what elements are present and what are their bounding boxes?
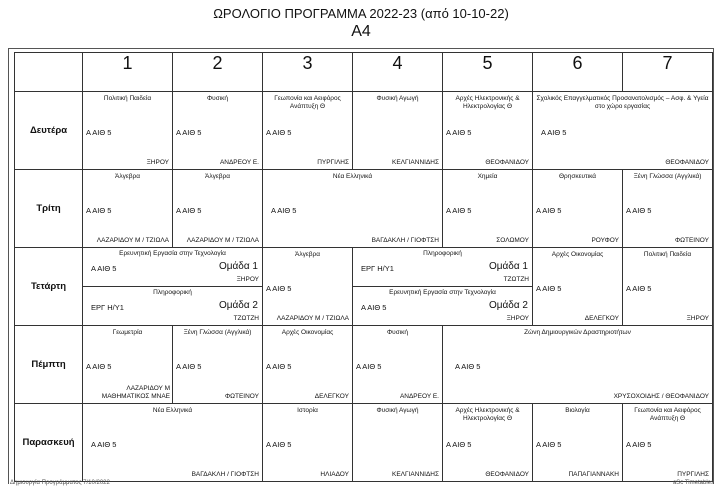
lesson-cell-split[interactable] bbox=[353, 248, 533, 326]
teacher: ΠΑΠΑΓΙΑΝΝΑΚΗ bbox=[568, 471, 619, 478]
subject: Άλγεβρα bbox=[115, 173, 140, 180]
day-row-friday bbox=[15, 404, 713, 482]
lesson-cell[interactable] bbox=[263, 326, 353, 404]
teacher: ΔΕΛΕΓΚΟΥ bbox=[314, 393, 349, 400]
room: Α ΑΙΘ 5 bbox=[626, 440, 652, 449]
teacher: ΑΝΔΡΕΟΥ Ε. bbox=[399, 393, 439, 400]
subject: Φυσική bbox=[386, 329, 409, 336]
lesson-cell[interactable] bbox=[443, 170, 533, 248]
corner-cell bbox=[15, 53, 83, 92]
group-label: Ομάδα 2 bbox=[488, 300, 528, 311]
room: ΕΡΓ Η/Υ1 bbox=[361, 264, 394, 273]
subject: Ερευνητική Εργασία στην Τεχνολογία bbox=[119, 250, 226, 257]
lesson-cell[interactable] bbox=[83, 404, 263, 482]
subject: Γεωπονία και Αειφόρος Ανάπτυξη Θ bbox=[634, 407, 701, 422]
lesson-cell[interactable] bbox=[263, 404, 353, 482]
subject: Θρησκευτικά bbox=[558, 173, 597, 180]
lesson-cell[interactable] bbox=[353, 326, 443, 404]
teacher: ΤΖΩΤΖΗ bbox=[503, 276, 529, 283]
subject: Αρχές Ηλεκτρονικής & Ηλεκτρολογίας Θ bbox=[455, 407, 520, 422]
teacher: ΞΗΡΟΥ bbox=[146, 159, 169, 166]
subject: Νέα Ελληνικά bbox=[332, 173, 373, 180]
teacher: ΑΝΔΡΕΟΥ Ε. bbox=[219, 159, 259, 166]
period-header: 3 bbox=[263, 53, 353, 92]
subject: Πολιτική Παιδεία bbox=[643, 251, 692, 258]
teacher: ΗΛΙΑΔΟΥ bbox=[320, 471, 349, 478]
subject: Αρχές Ηλεκτρονικής & Ηλεκτρολογίας Θ bbox=[455, 95, 520, 110]
lesson-cell[interactable] bbox=[263, 248, 353, 326]
room: Α ΑΙΘ 5 bbox=[536, 284, 562, 293]
footer-left: Δημιουργία Προγράμματος 7/10/2022 bbox=[10, 480, 110, 486]
period-header: 2 bbox=[173, 53, 263, 92]
teacher: ΛΑΖΑΡΙΔΟΥ Μ / ΤΖΙΩΛΑ bbox=[96, 237, 169, 244]
room: Α ΑΙΘ 5 bbox=[455, 362, 481, 371]
teacher: ΦΩΤΕΙΝΟΥ bbox=[674, 237, 709, 244]
subject: Χημεία bbox=[477, 173, 498, 180]
subject: Βιολογία bbox=[565, 407, 590, 414]
subject: Ζώνη Δημιουργικών Δραστηριοτήτων bbox=[524, 329, 631, 336]
teacher: ΦΩΤΕΙΝΟΥ bbox=[224, 393, 259, 400]
group-label: Ομάδα 1 bbox=[218, 261, 258, 272]
subject: Φυσική Αγωγή bbox=[376, 95, 419, 102]
teacher: ΞΗΡΟΥ bbox=[686, 315, 709, 322]
room: Α ΑΙΘ 5 bbox=[446, 440, 472, 449]
teacher: ΠΥΡΓΙΛΗΣ bbox=[317, 159, 349, 166]
lesson-cell[interactable] bbox=[263, 170, 443, 248]
subject: Αρχές Οικονομίας bbox=[551, 251, 604, 258]
room: Α ΑΙΘ 5 bbox=[176, 128, 202, 137]
teacher: ΞΗΡΟΥ bbox=[236, 276, 259, 283]
period-header-row bbox=[15, 53, 713, 92]
day-row-thursday bbox=[15, 326, 713, 404]
teacher: ΚΕΛΓΙΑΝΝΙΔΗΣ bbox=[392, 159, 439, 166]
teacher: ΒΑΓΔΑΚΛΗ / ΓΙΟΦΤΣΗ bbox=[371, 237, 439, 244]
teacher: ΚΕΛΓΙΑΝΝΙΔΗΣ bbox=[392, 471, 439, 478]
lesson-cell[interactable] bbox=[173, 170, 263, 248]
teacher: ΔΕΛΕΓΚΟΥ bbox=[584, 315, 619, 322]
subject: Ξένη Γλώσσα (Αγγλικά) bbox=[633, 173, 702, 180]
lesson-cell[interactable] bbox=[83, 326, 173, 404]
subject: Γεωμετρία bbox=[112, 329, 143, 336]
room: Α ΑΙΘ 5 bbox=[361, 303, 387, 312]
teacher: ΛΑΖΑΡΙΔΟΥ Μ ΜΑΘΗΜΑΤΙΚΟΣ ΜΝΑΕ bbox=[101, 385, 170, 400]
room: Α ΑΙΘ 5 bbox=[446, 206, 472, 215]
page-title: ΩΡΟΛΟΓΙΟ ΠΡΟΓΡΑΜΜΑ 2022-23 (από 10-10-22) bbox=[213, 6, 509, 21]
group-label: Ομάδα 1 bbox=[488, 261, 528, 272]
room: Α ΑΙΘ 5 bbox=[536, 206, 562, 215]
subject: Πληροφορική bbox=[423, 250, 462, 257]
lesson-cell[interactable] bbox=[443, 326, 713, 404]
timetable bbox=[14, 52, 713, 482]
lesson-cell[interactable] bbox=[83, 92, 173, 170]
lesson-cell[interactable] bbox=[533, 404, 623, 482]
subject: Πολιτική Παιδεία bbox=[103, 95, 152, 102]
lesson-cell[interactable] bbox=[173, 326, 263, 404]
teacher: ΒΑΓΔΑΚΛΗ / ΓΙΟΦΤΣΗ bbox=[191, 471, 259, 478]
lesson-cell[interactable] bbox=[533, 248, 623, 326]
teacher: ΣΟΛΩΜΟΥ bbox=[496, 237, 529, 244]
room: Α ΑΙΘ 5 bbox=[86, 128, 112, 137]
group-1-slot[interactable] bbox=[83, 248, 262, 286]
subject: Ιστορία bbox=[297, 407, 318, 414]
day-label: Δευτέρα bbox=[15, 92, 83, 170]
room: Α ΑΙΘ 5 bbox=[266, 284, 292, 293]
lesson-cell[interactable] bbox=[533, 170, 623, 248]
period-header: 1 bbox=[83, 53, 173, 92]
day-label: Τρίτη bbox=[15, 170, 83, 248]
teacher: ΛΑΖΑΡΙΔΟΥ Μ / ΤΖΙΩΛΑ bbox=[276, 315, 349, 322]
period-header: 7 bbox=[623, 53, 713, 92]
room: Α ΑΙΘ 5 bbox=[271, 206, 297, 215]
room: Α ΑΙΘ 5 bbox=[626, 284, 652, 293]
period-header: 4 bbox=[353, 53, 443, 92]
lesson-cell[interactable] bbox=[353, 92, 443, 170]
class-name: A4 bbox=[351, 23, 371, 40]
day-row-wednesday bbox=[15, 248, 713, 326]
teacher: ΤΖΩΤΖΗ bbox=[233, 315, 259, 322]
room: ΕΡΓ Η/Υ1 bbox=[91, 303, 124, 312]
period-header: 6 bbox=[533, 53, 623, 92]
room: Α ΑΙΘ 5 bbox=[176, 206, 202, 215]
period-header: 5 bbox=[443, 53, 533, 92]
day-row-monday bbox=[15, 92, 713, 170]
lesson-cell[interactable] bbox=[443, 92, 533, 170]
subject: Άλγεβρα bbox=[205, 173, 230, 180]
lesson-cell[interactable] bbox=[173, 92, 263, 170]
teacher: ΧΡΥΣΟΧΟΙΔΗΣ / ΘΕΟΦΑΝΙΔΟΥ bbox=[613, 393, 709, 400]
subject: Γεωπονία και Αειφόρος Ανάπτυξη Θ bbox=[274, 95, 341, 110]
lesson-cell[interactable] bbox=[623, 170, 713, 248]
room: Α ΑΙΘ 5 bbox=[541, 128, 567, 137]
room: Α ΑΙΘ 5 bbox=[86, 362, 112, 371]
room: Α ΑΙΘ 5 bbox=[91, 264, 117, 273]
lesson-cell[interactable] bbox=[353, 404, 443, 482]
teacher: ΠΥΡΓΙΛΗΣ bbox=[677, 471, 709, 478]
room: Α ΑΙΘ 5 bbox=[266, 440, 292, 449]
group-2-slot[interactable] bbox=[83, 287, 262, 325]
subject: Ξένη Γλώσσα (Αγγλικά) bbox=[183, 329, 252, 336]
room: Α ΑΙΘ 5 bbox=[356, 362, 382, 371]
subject: Νέα Ελληνικά bbox=[152, 407, 193, 414]
room: Α ΑΙΘ 5 bbox=[266, 128, 292, 137]
group-2-slot[interactable] bbox=[353, 287, 532, 325]
room: Α ΑΙΘ 5 bbox=[536, 440, 562, 449]
room: Α ΑΙΘ 5 bbox=[266, 362, 292, 371]
room: Α ΑΙΘ 5 bbox=[91, 440, 117, 449]
teacher: ΡΟΥΦΟΥ bbox=[591, 237, 619, 244]
lesson-cell[interactable] bbox=[533, 92, 713, 170]
lesson-cell-split[interactable] bbox=[83, 248, 263, 326]
lesson-cell[interactable] bbox=[623, 404, 713, 482]
room: Α ΑΙΘ 5 bbox=[626, 206, 652, 215]
footer-right: aSc Timetables bbox=[672, 480, 714, 486]
subject: Φυσική Αγωγή bbox=[376, 407, 419, 414]
teacher: ΞΗΡΟΥ bbox=[506, 315, 529, 322]
room: Α ΑΙΘ 5 bbox=[176, 362, 202, 371]
room: Α ΑΙΘ 5 bbox=[446, 128, 472, 137]
subject: Ερευνητική Εργασία στην Τεχνολογία bbox=[389, 289, 496, 296]
group-1-slot[interactable] bbox=[353, 248, 532, 286]
room: Α ΑΙΘ 5 bbox=[86, 206, 112, 215]
subject: Άλγεβρα bbox=[295, 251, 320, 258]
subject: Πληροφορική bbox=[153, 289, 192, 296]
day-row-tuesday bbox=[15, 170, 713, 248]
lesson-cell[interactable] bbox=[623, 248, 713, 326]
day-label: Τετάρτη bbox=[15, 248, 83, 326]
lesson-cell[interactable] bbox=[83, 170, 173, 248]
group-label: Ομάδα 2 bbox=[218, 300, 258, 311]
teacher: ΘΕΟΦΑΝΙΔΟΥ bbox=[485, 471, 529, 478]
day-label: Πέμπτη bbox=[15, 326, 83, 404]
day-label: Παρασκευή bbox=[15, 404, 83, 482]
teacher: ΛΑΖΑΡΙΔΟΥ Μ / ΤΖΙΩΛΑ bbox=[186, 237, 259, 244]
subject: Φυσική bbox=[206, 95, 229, 102]
lesson-cell[interactable] bbox=[443, 404, 533, 482]
teacher: ΘΕΟΦΑΝΙΔΟΥ bbox=[485, 159, 529, 166]
subject: Αρχές Οικονομίας bbox=[281, 329, 334, 336]
lesson-cell[interactable] bbox=[263, 92, 353, 170]
teacher: ΘΕΟΦΑΝΙΔΟΥ bbox=[665, 159, 709, 166]
subject: Σχολικός Επαγγελματικός Προσανατολισμός – Ασφ. & Υγεία στο χώρο εργασίας bbox=[536, 95, 709, 110]
